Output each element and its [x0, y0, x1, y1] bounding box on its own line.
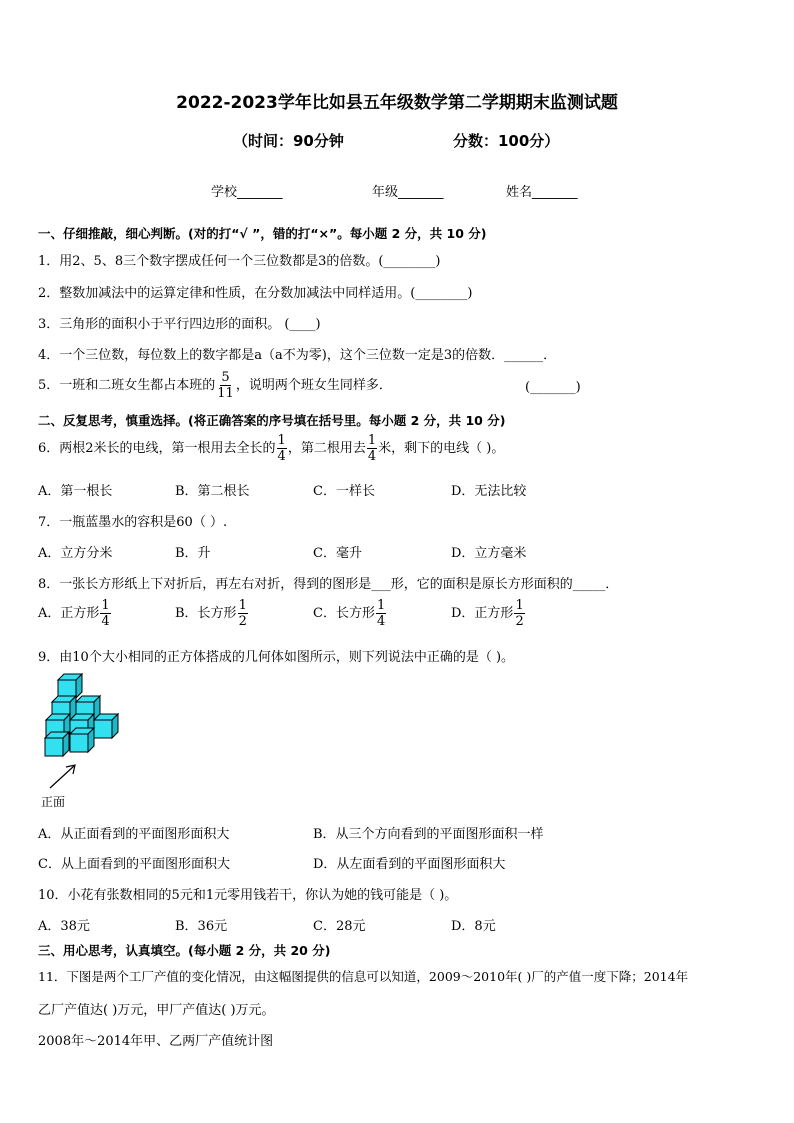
fraction: $\frac{1}{4}$ — [367, 433, 377, 464]
name-field[interactable]: 姓名_______ — [506, 185, 578, 200]
chart-caption: 2008年～2014年甲、乙两厂产值统计图 — [38, 1034, 274, 1049]
q7-option-d[interactable]: D．立方毫米 — [451, 546, 527, 561]
question-7: 7．一瓶蓝墨水的容积是60（ ）. — [38, 515, 228, 530]
fraction: $\frac{1}{4}$ — [376, 598, 386, 629]
question-5-text: 5．一班和二班女生都占本班的 — [38, 378, 216, 393]
exam-score: 分数：100分） — [453, 132, 560, 150]
fraction: $\frac{1}{2}$ — [515, 598, 524, 629]
q6-option-c[interactable]: C．一样长 — [313, 484, 375, 499]
q8-option-b[interactable]: B．长方形 $\frac{1}{2}$ — [175, 598, 247, 629]
q9-option-b[interactable]: B．从三个方向看到的平面图形面积一样 — [313, 827, 544, 842]
school-field[interactable]: 学校_______ — [211, 185, 283, 200]
question-5 — [38, 370, 392, 401]
question-11-cont: 乙厂产值达( )万元，甲厂产值达( )万元。 — [38, 1003, 275, 1018]
q7-option-a[interactable]: A．立方分米 — [38, 546, 113, 561]
q8-option-c[interactable]: C．长方形 $\frac{1}{4}$ — [313, 598, 386, 629]
grade-field[interactable]: 年级_______ — [372, 185, 444, 200]
q9-option-a[interactable]: A．从正面看到的平面图形面积大 — [38, 827, 230, 842]
cube — [70, 728, 94, 752]
q6-option-d[interactable]: D．无法比较 — [451, 484, 527, 499]
question-8: 8．一张长方形纸上下对折后，再左右对折，得到的图形是___形，它的面积是原长方形面积的_____． — [38, 577, 619, 592]
fraction: $\frac{1}{4}$ — [101, 598, 110, 629]
section-3-heading: 三、用心思考，认真填空。(每小题 2 分，共 20 分) — [38, 943, 331, 958]
q8-option-d[interactable]: D．正方形 $\frac{1}{2}$ — [451, 598, 524, 629]
question-10: 10．小花有张数相同的5元和1元零用钱若干，你认为她的钱可能是（ )。 — [38, 888, 458, 903]
question-5-blank: (_______) — [525, 380, 581, 395]
page-title: 2022-2023学年比如县五年级数学第二学期期末监测试题 — [176, 93, 618, 113]
question-2: 2．整数加减法中的运算定律和性质，在分数加减法中同样适用。(________) — [38, 286, 473, 301]
cube — [94, 714, 118, 738]
question-11: 11．下图是两个工厂产值的变化情况，由这幅图提供的信息可以知道，2009～2010年( )厂的产值一度下降；2014年 — [38, 969, 689, 984]
fraction: $\frac{5}{11}$ — [217, 370, 234, 401]
question-9: 9．由10个大小相同的正方体搭成的几何体如图所示，则下列说法中正确的是（ )。 — [38, 650, 515, 665]
q10-option-c[interactable]: C．28元 — [313, 919, 366, 934]
q6-option-b[interactable]: B．第二根长 — [175, 484, 250, 499]
q9-option-d[interactable]: D．从左面看到的平面图形面积大 — [313, 857, 506, 872]
q10-option-a[interactable]: A．38元 — [38, 919, 90, 934]
cube — [58, 674, 82, 698]
q10-option-d[interactable]: D．8元 — [451, 919, 496, 934]
q9-option-c[interactable]: C．从上面看到的平面图形面积大 — [38, 857, 230, 872]
question-1: 1．用2、5、8三个数字摆成任何一个三位数都是3的倍数。(________) — [38, 254, 441, 269]
q6-option-a[interactable]: A．第一根长 — [38, 484, 113, 499]
front-view-label: 正面 — [41, 795, 66, 809]
cube — [45, 732, 69, 756]
fraction: $\frac{1}{2}$ — [238, 598, 247, 629]
question-3: 3．三角形的面积小于平行四边形的面积。 (____) — [38, 317, 321, 332]
fraction: $\frac{1}{4}$ — [277, 433, 286, 464]
q7-option-c[interactable]: C．毫升 — [313, 546, 362, 561]
question-5-text-end: ，说明两个班女生同样多． — [235, 378, 392, 393]
q7-option-b[interactable]: B．升 — [175, 546, 211, 561]
question-6: 6．两根2米长的电线，第一根用去全长的 $\frac{1}{4}$ ，第二根用去 $\frac{1}{4}$ 米，剩下的电线（ )。 — [38, 433, 505, 464]
exam-time: （时间：90分钟 — [233, 132, 344, 150]
cube-stack-figure — [38, 670, 138, 805]
arrow-icon — [50, 766, 74, 788]
question-4: 4．一个三位数，每位数上的数字都是a（a不为零)，这个三位数一定是3的倍数．______． — [38, 348, 557, 363]
section-2-heading: 二、反复思考，慎重选择。(将正确答案的序号填在括号里。每小题 2 分，共 10 分) — [38, 413, 506, 428]
q10-option-b[interactable]: B．36元 — [175, 919, 228, 934]
q8-option-a[interactable]: A．正方形 $\frac{1}{4}$ — [38, 598, 110, 629]
section-1-heading: 一、仔细推敲，细心判断。(对的打“√ ”，错的打“×”。每小题 2 分，共 10 分) — [38, 226, 487, 241]
